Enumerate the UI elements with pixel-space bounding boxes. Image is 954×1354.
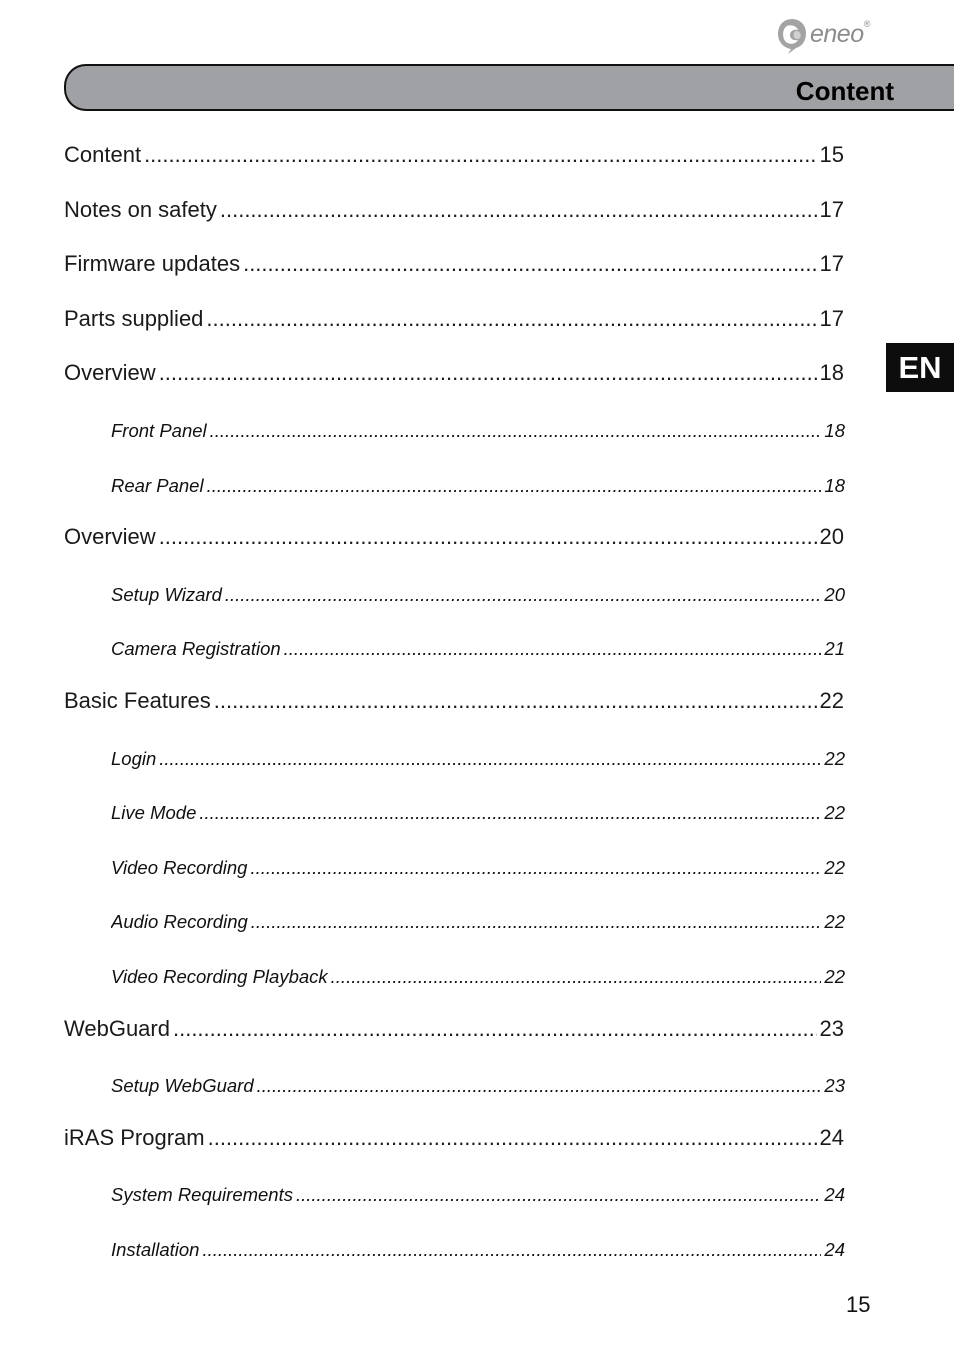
toc-entry-title: Basic Features (64, 688, 211, 713)
toc-subentry[interactable] (111, 748, 845, 770)
toc-dot-leader (251, 911, 822, 933)
toc-entry-title: Audio Recording (111, 911, 248, 933)
language-tab: EN (886, 343, 954, 392)
toc-dot-leader (220, 197, 817, 223)
toc-entry-title: System Requirements (111, 1184, 293, 1206)
toc-entry-page: 22 (824, 966, 845, 987)
toc-dot-leader (250, 857, 821, 879)
toc-entry-page: 22 (824, 802, 845, 824)
toc-entry-page: 18 (824, 420, 845, 441)
toc-entry-title: WebGuard (64, 1015, 170, 1041)
toc-entry[interactable] (64, 142, 844, 168)
toc-entry-title: Camera Registration (111, 638, 281, 660)
toc-dot-leader (225, 584, 822, 606)
toc-entry-page: 24 (824, 1184, 845, 1206)
toc-entry[interactable] (64, 1016, 844, 1042)
toc-entry-title: Video Recording Playback (111, 966, 328, 987)
toc-dot-leader (296, 1184, 821, 1206)
toc-entry-title: Parts supplied (64, 305, 204, 331)
toc-subentry[interactable] (111, 911, 845, 933)
toc-entry[interactable] (64, 251, 844, 277)
toc-entry-page: 18 (824, 474, 845, 496)
toc-entry-title: Rear Panel (111, 474, 204, 496)
toc-dot-leader (284, 638, 822, 660)
toc-entry-title: Firmware updates (64, 251, 241, 277)
toc-entry-page: 18 (819, 360, 844, 386)
toc-entry-page: 20 (819, 524, 844, 550)
toc-subentry[interactable] (111, 1184, 845, 1206)
toc-entry-page: 23 (824, 1075, 845, 1097)
toc-entry-page: 22 (819, 688, 844, 713)
page-number: 15 (846, 1292, 871, 1317)
toc-dot-leader (257, 1075, 822, 1097)
toc-subentry[interactable] (111, 638, 845, 660)
toc-dot-leader (243, 251, 816, 277)
brand-name: eneo® (810, 19, 870, 48)
toc-subentry[interactable] (111, 475, 845, 497)
toc-dot-leader (202, 1239, 821, 1261)
toc-entry-title: Overview (64, 524, 156, 550)
toc-subentry[interactable] (111, 420, 845, 442)
toc-entry-title: Notes on safety (64, 196, 217, 222)
toc-entry[interactable] (64, 524, 844, 550)
toc-dot-leader (214, 688, 817, 714)
toc-entry[interactable] (64, 688, 844, 714)
toc-entry-page: 15 (819, 142, 844, 167)
toc-dot-leader (208, 1125, 817, 1151)
toc-entry-page: 24 (819, 1124, 844, 1150)
toc-entry-page: 17 (819, 305, 844, 331)
toc-entry[interactable] (64, 306, 844, 332)
toc-entry-title: Installation (111, 1239, 200, 1260)
toc-entry-title: Video Recording (111, 856, 248, 878)
toc-entry-title: Live Mode (111, 802, 197, 824)
toc-entry-title: Overview (64, 360, 156, 386)
toc-entry-title: iRAS Program (64, 1124, 205, 1150)
toc-subentry[interactable] (111, 584, 845, 606)
toc-entry-title: Login (111, 747, 157, 769)
toc-entry-page: 17 (819, 196, 844, 222)
toc-entry-title: Content (64, 142, 142, 167)
toc-entry[interactable] (64, 1125, 844, 1151)
toc-dot-leader (159, 360, 817, 386)
toc-dot-leader (159, 524, 817, 550)
toc-dot-leader (173, 1016, 817, 1042)
toc-entry-title: Setup WebGuard (111, 1075, 254, 1097)
toc-entry-page: 22 (824, 747, 845, 769)
toc-entry-title: Front Panel (111, 420, 207, 441)
toc-entry[interactable] (64, 197, 844, 223)
toc-entry-page: 17 (819, 251, 844, 277)
toc-entry-page: 21 (824, 638, 845, 660)
toc-subentry[interactable] (111, 857, 845, 879)
toc-subentry[interactable] (111, 802, 845, 824)
toc-dot-leader (199, 802, 821, 824)
toc-subentry[interactable] (111, 966, 845, 988)
toc-subentry[interactable] (111, 1075, 845, 1097)
toc-entry-page: 23 (819, 1015, 844, 1041)
toc-entry-page: 22 (824, 911, 845, 933)
toc-entry-page: 22 (824, 856, 845, 878)
toc-dot-leader (159, 748, 821, 770)
toc-entry-title: Setup Wizard (111, 583, 222, 605)
toc-dot-leader (144, 142, 816, 168)
toc-dot-leader (210, 420, 822, 442)
toc-entry-page: 20 (824, 583, 845, 605)
toc-subentry[interactable] (111, 1239, 845, 1261)
toc-dot-leader (207, 475, 822, 497)
page-title: Content (795, 76, 894, 106)
toc-entry-page: 24 (824, 1239, 845, 1260)
toc-dot-leader (206, 306, 816, 332)
toc-dot-leader (331, 966, 822, 988)
toc-entry[interactable] (64, 360, 844, 386)
